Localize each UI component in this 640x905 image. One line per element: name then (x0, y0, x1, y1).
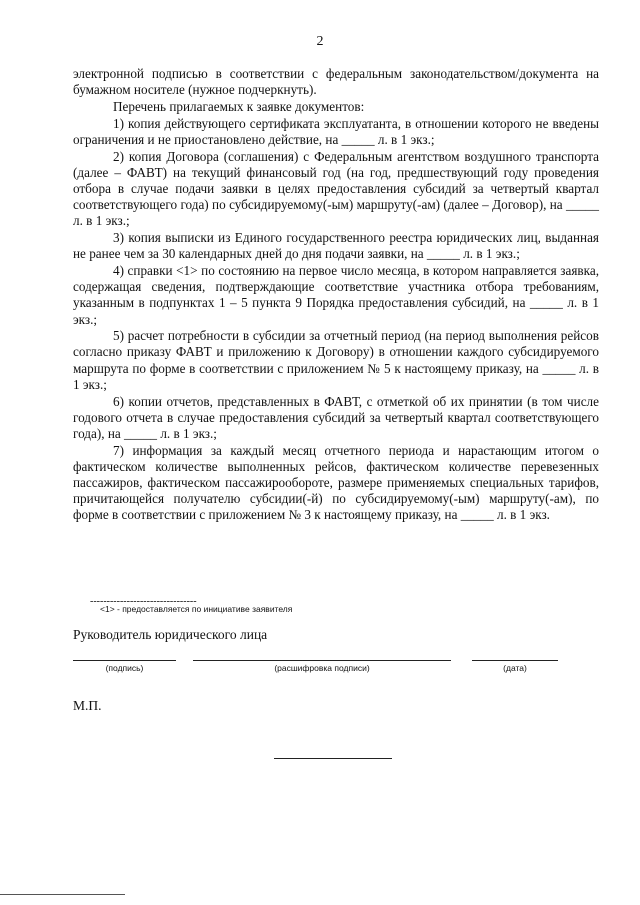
paragraph-item-6: 6) копии отчетов, представленных в ФАВТ, с отметкой об их принятии (в том числе годового отчета в случае предоставления субсидий за четвертый квартал соответствующего года), на _____ л. в 1 экз.; (73, 393, 599, 441)
signature-decoding-line (193, 660, 451, 661)
paragraph-item-7: 7) информация за каждый месяц отчетного периода и нарастающим итогом о фактическом количестве выполненных рейсов, фактическом количестве перевезенных пассажиров, фактическом пассажирообороте, размере применяемых специальных тарифов, причитающейся получателю субсидии(-й) по субсидируемому(-ым) маршруту(-ам), по форме в соответствии с приложением № 3 к настоящему приказу, на _____ л. в 1 экз. (73, 442, 599, 523)
paragraph-item-2: 2) копия Договора (соглашения) с Федеральным агентством воздушного транспорта (далее – ФАВТ) на текущий финансовый год (на год, предшествующий году проведения отбора в случае подачи заявки в целях предоставления субсидий за четвертый квартал соответствующего года) по субсидируемому(-ым) маршруту(-ам) (далее – Договор), на _____ л. в 1 экз.; (73, 148, 599, 229)
stamp-label: М.П. (73, 698, 102, 713)
document-body (73, 66, 599, 524)
signatory-title: Руководитель юридического лица (73, 627, 268, 642)
paragraph-item-3: 3) копия выписки из Единого государственного реестра юридических лиц, выданная не ранее чем за 30 календарных дней до дня подачи заявки, на _____ л. в 1 экз.; (73, 230, 599, 262)
paragraph-item-5: 5) расчет потребности в субсидии за отчетный период (на период выполнения рейсов согласно приказу ФАВТ и приложению к Договору) в отношении каждого субсидируемого маршрута по форме в соответствии с приложением № 5 к настоящему приказу, на _____ л. в 1 экз.; (73, 328, 599, 392)
date-line (472, 660, 558, 661)
paragraph-item-4: 4) справки <1> по состоянию на первое число месяца, в котором направляется заявка, содержащая сведения, подтверждающие соответствие участника отбора требованиям, указанным в подпунктах 1 – 5 пункта 9 Порядка предоставления субсидий, на _____ л. в 1 экз.; (73, 262, 599, 327)
page-edge-line (0, 894, 125, 895)
signature-decoding-caption: (расшифровка подписи) (274, 663, 370, 673)
paragraph-item-1: 1) копия действующего сертификата эксплуатанта, в отношении которого не введены ограничения и не приостановлено действие, на _____ л. в 1 экз.; (73, 115, 599, 147)
footnote-separator: -------------------------------- (90, 596, 197, 607)
signature-line (73, 660, 176, 661)
date-caption: (дата) (503, 663, 527, 673)
signature-caption: (подпись) (105, 663, 144, 673)
page-number: 2 (316, 34, 324, 49)
paragraph-signature-mode: электронной подписью в соответствии с федеральным законодательством/документа на бумажном носителе (нужное подчеркнуть). (73, 66, 599, 98)
footnote: <1> - предоставляется по инициативе заявителя (100, 604, 293, 614)
paragraph-documents-heading: Перечень прилагаемых к заявке документов: (113, 98, 365, 114)
bottom-divider (274, 758, 392, 759)
